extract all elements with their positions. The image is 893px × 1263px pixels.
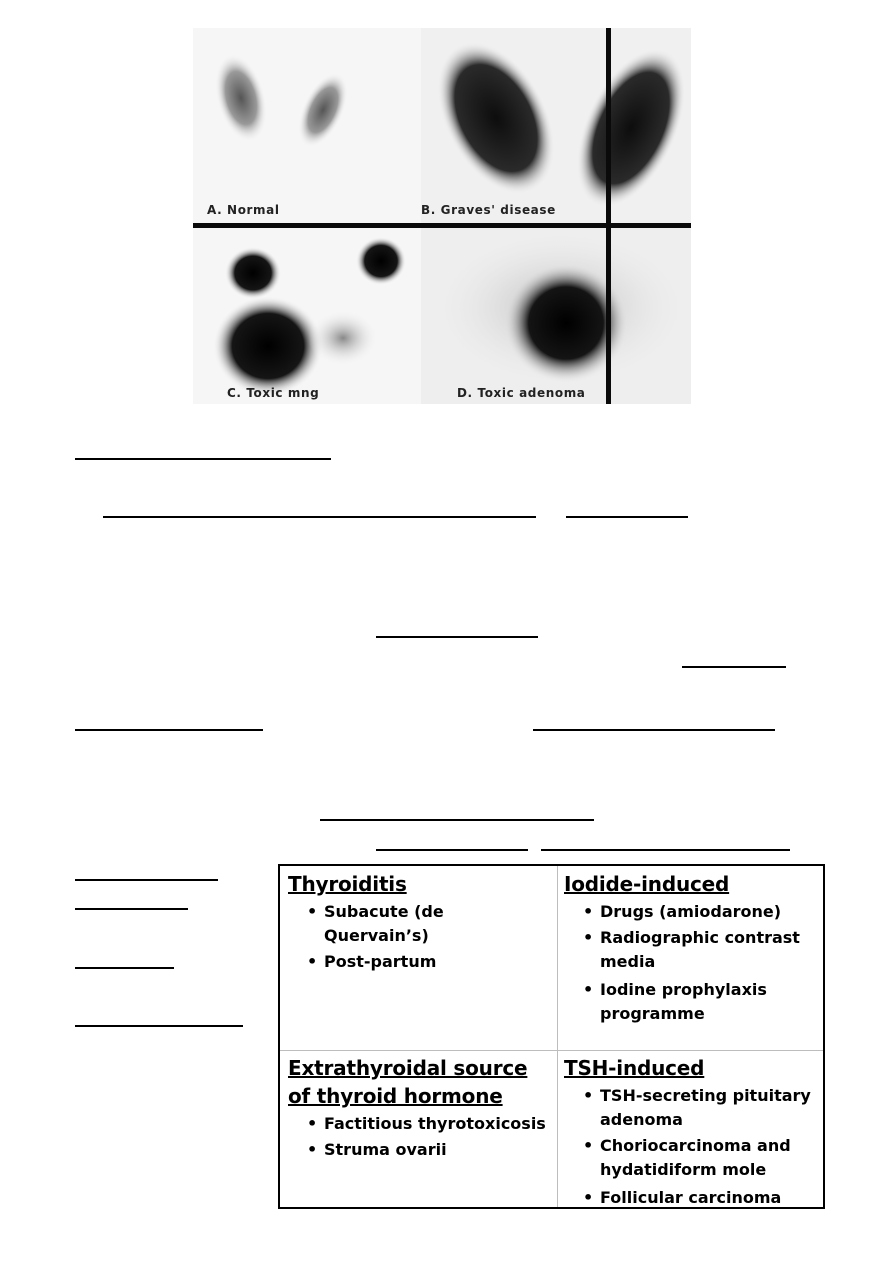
scan-caption-normal: A. Normal xyxy=(207,203,280,217)
list-item: • Drugs (amiodarone) xyxy=(564,900,822,924)
scan-lobe-right xyxy=(288,65,358,154)
table-cell-thyroiditis xyxy=(288,870,550,976)
underline-rule xyxy=(75,1025,243,1027)
table-cell-tsh-induced xyxy=(564,1054,822,1212)
underline-rule xyxy=(320,819,594,821)
underline-rule xyxy=(75,458,331,460)
list-item: • TSH-secreting pituitary adenoma xyxy=(564,1084,822,1132)
underline-rule xyxy=(75,908,188,910)
list-item: • Iodine prophylaxis programme xyxy=(564,978,822,1026)
scan-nodule-faint xyxy=(308,310,378,366)
list-item: • Struma ovarii xyxy=(288,1138,550,1162)
underline-rule xyxy=(541,849,790,851)
scan-lobe-left xyxy=(421,28,579,214)
cell-list xyxy=(564,900,822,1026)
figure-divider-horizontal xyxy=(193,223,691,228)
underline-rule xyxy=(103,516,536,518)
list-item: • Factitious thyrotoxicosis xyxy=(288,1112,550,1136)
underline-rule xyxy=(376,636,538,638)
cell-heading: Iodide-induced xyxy=(564,872,730,896)
scan-nodule xyxy=(356,237,406,285)
underline-rule xyxy=(75,879,218,881)
list-item: • Radiographic contrast media xyxy=(564,926,822,974)
scan-lobe-right xyxy=(554,32,691,223)
figure-divider-vertical xyxy=(606,28,611,404)
list-item: • Choriocarcinoma and hydatidiform mole xyxy=(564,1134,822,1182)
table-cell-iodide-induced xyxy=(564,870,822,1028)
cell-heading: Thyroiditis xyxy=(288,872,407,896)
cell-heading: Extrathyroidal source of thyroid hormone xyxy=(288,1056,528,1108)
scan-nodule xyxy=(213,296,323,396)
scan-lobe-left xyxy=(206,48,276,147)
list-item: • Follicular carcinoma xyxy=(564,1186,822,1210)
underline-rule xyxy=(682,666,786,668)
cell-list xyxy=(288,900,550,974)
table-cell-extrathyroidal xyxy=(288,1054,550,1164)
list-item: • Subacute (de Quervain’s) xyxy=(288,900,550,948)
scan-image-toxic-mng xyxy=(193,228,421,404)
underline-rule xyxy=(75,729,263,731)
cell-list xyxy=(288,1112,550,1162)
thyrotoxicosis-causes-table xyxy=(278,864,825,1209)
scan-caption-graves: B. Graves' disease xyxy=(421,203,556,217)
underline-rule xyxy=(376,849,528,851)
table-divider-horizontal xyxy=(280,1050,823,1051)
underline-rule xyxy=(533,729,775,731)
scan-panel-toxic-mng xyxy=(193,228,421,404)
scan-caption-toxic-adenoma: D. Toxic adenoma xyxy=(457,386,586,400)
scan-caption-toxic-mng: C. Toxic mng xyxy=(227,386,320,400)
scan-image-toxic-adenoma xyxy=(421,228,691,404)
cell-heading: TSH-induced xyxy=(564,1056,705,1080)
underline-rule xyxy=(566,516,688,518)
scan-image-graves xyxy=(421,28,691,223)
table-divider-vertical xyxy=(557,866,558,1207)
cell-list xyxy=(564,1084,822,1210)
scan-panel-toxic-adenoma xyxy=(421,228,691,404)
scan-nodule xyxy=(225,247,281,299)
underline-rule xyxy=(75,967,174,969)
scan-panel-graves-wide xyxy=(421,28,691,223)
list-item: • Post-partum xyxy=(288,950,550,974)
thyroid-scan-figure xyxy=(193,28,691,404)
